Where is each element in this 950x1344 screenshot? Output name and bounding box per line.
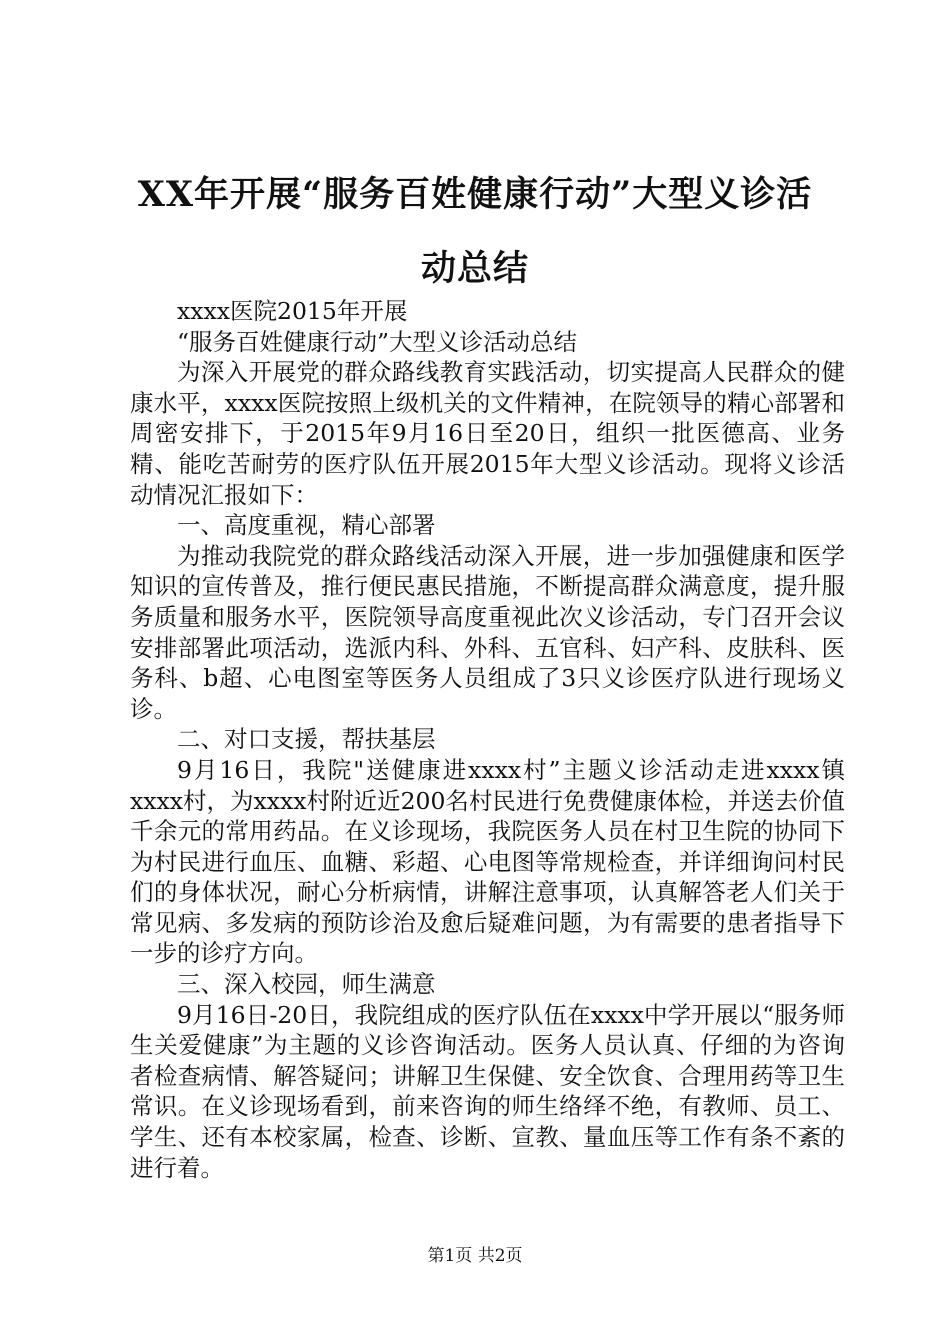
- section-heading-2: 二、对口支援，帮扶基层: [177, 725, 436, 754]
- paragraph-section-1: 为推动我院党的群众路线活动深入开展，进一步加强健康和医学知识的宣传普及，推行便民惠民措施，不断提高群众满意度，提升服务质量和服务水平，医院领导高度重视此次义诊活动，专门召开会议安排部署此项活动，选派内科、外科、五官科、妇产科、皮肤科、医务科、b超、心电图室等医务人员组成了3只义诊医疗队进行现场义诊。: [130, 541, 845, 723]
- intro-line-2: “服务百姓健康行动”大型义诊活动总结: [177, 327, 578, 356]
- document-body: [130, 296, 845, 1183]
- section-heading-3: 三、深入校园，师生满意: [177, 970, 436, 999]
- paragraph-section-3: 9月16日-20日，我院组成的医疗队伍在xxxx中学开展以“服务师生关爱健康”为主题的义诊咨询活动。医务人员认真、仔细的为咨询者检查病情、解答疑问；讲解卫生保健、安全饮食、合理用药等卫生常识。在义诊现场看到，前来咨询的师生络绎不绝，有教师、员工、学生、还有本校家属，检查、诊断、宣教、量血压等工作有条不紊的进行着。: [130, 1000, 845, 1182]
- intro-line-1: xxxx医院2015年开展: [177, 297, 408, 325]
- page-number-footer: 第1页 共2页: [427, 1246, 523, 1266]
- section-heading-1: 一、高度重视，精心部署: [177, 511, 436, 540]
- paragraph-section-2: 9月16日，我院"送健康进xxxx村”主题义诊活动走进xxxx镇xxxx村，为xxxx村附近近200名村民进行免费健康体检，并送去价值千余元的常用药品。在义诊现场，我院医务人员在村卫生院的协同下为村民进行血压、血糖、彩超、心电图等常规检查，并详细询问村民们的身体状况，耐心分析病情，讲解注意事项，认真解答老人们关于常见病、多发病的预防诊治及愈后疑难问题，为有需要的患者指导下一步的诊疗方向。: [130, 755, 845, 968]
- document-title: XX年开展“服务百姓健康行动”大型义诊活动总结: [137, 174, 813, 289]
- paragraph-intro: 为深入开展党的群众路线教育实践活动，切实提高人民群众的健康水平，xxxx医院按照上级机关的文件精神，在院领导的精心部署和周密安排下，于2015年9月16日至20日，组织一批医德高、业务精、能吃苦耐劳的医疗队伍开展2015年大型义诊活动。现将义诊活动情况汇报如下：: [130, 358, 845, 509]
